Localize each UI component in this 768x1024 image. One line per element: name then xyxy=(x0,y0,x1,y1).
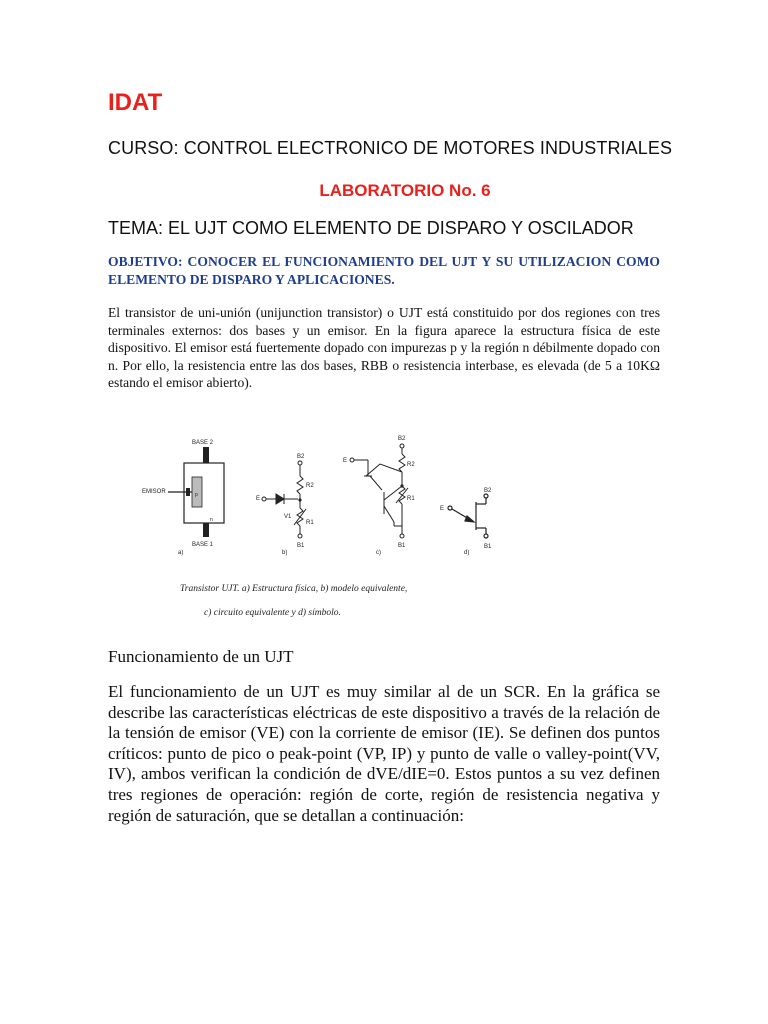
ujt-structure-diagram xyxy=(142,440,224,556)
section-paragraph: El funcionamiento de un UJT es muy similar al de un SCR. En la gráfica se describe las características eléctricas de este dispositivo a través de la relación de la tensión de emisor (VE) con la corriente de emisor (IE). Se definen dos puntos críticos: punto de pico o peak-point (VP, IP) y punto de valle o valley-point(VV, IV), ambos verifican la condición de dVE/dIE=0. Estos puntos a su vez definen tres regiones de operación: región de corte, región de resistencia negativa y región de saturación, que se detallan a continuación: xyxy=(108,682,660,825)
label-e-model: E xyxy=(256,496,261,502)
topic-title: TEMA: EL UJT COMO ELEMENTO DE DISPARO Y OSCILADOR xyxy=(108,218,634,238)
label-b1-model: B1 xyxy=(297,543,305,549)
section-heading: Funcionamiento de un UJT xyxy=(108,647,294,666)
ujt-figure xyxy=(140,430,500,570)
course-title: CURSO: CONTROL ELECTRONICO DE MOTORES INDUSTRIALES xyxy=(108,138,673,158)
figure-caption-line1: Transistor UJT. a) Estructura física, b) modelo equivalente, xyxy=(180,584,408,594)
label-r1-circuit: R1 xyxy=(407,496,415,502)
label-b2-model: B2 xyxy=(297,454,305,460)
figure-caption xyxy=(180,582,480,620)
ujt-symbol xyxy=(440,488,492,556)
intro-paragraph: El transistor de uni-unión (unijunction transistor) o UJT está constituido por dos regiones con tres terminales externos: dos bases y un emisor. En la figura aparece la estructura física de este dispositivo. El emisor está fuertemente dopado con impurezas p y la región n débilmente dopado con n. Por ello, la resistencia entre las dos bases, RBB o resistencia interbase, es elevada (de 5 a 10KΩ estando el emisor abierto). xyxy=(108,305,660,391)
label-d: d) xyxy=(464,550,470,556)
label-p: p xyxy=(195,492,198,498)
label-v1-model: V1 xyxy=(284,514,292,520)
label-e-circuit: E xyxy=(343,458,348,464)
ujt-equivalent-circuit xyxy=(343,436,415,556)
objective-text: OBJETIVO: CONOCER EL FUNCIONAMIENTO DEL UJT Y SU UTILIZACION COMO ELEMENTO DE DISPARO Y APLICACIONES. xyxy=(108,254,660,287)
label-e-symbol: E xyxy=(440,506,445,512)
lab-title: LABORATORIO No. 6 xyxy=(319,181,491,200)
label-base2: BASE 2 xyxy=(192,440,214,446)
label-b2-circuit: B2 xyxy=(398,436,406,442)
label-b1-circuit: B1 xyxy=(398,543,406,549)
label-b: b) xyxy=(282,550,288,556)
label-emisor: EMISOR xyxy=(142,489,166,495)
figure-caption-line2: c) circuito equivalente y d) símbolo. xyxy=(204,608,341,618)
label-n: n xyxy=(210,517,213,523)
org-title: IDAT xyxy=(108,89,163,116)
label-r1-model: R1 xyxy=(306,520,314,526)
label-c: c) xyxy=(376,550,381,556)
label-r2-circuit: R2 xyxy=(407,462,415,468)
label-b1-symbol: B1 xyxy=(484,544,492,550)
label-base1: BASE 1 xyxy=(192,542,214,548)
ujt-equivalent-model xyxy=(256,454,314,556)
label-b2-symbol: B2 xyxy=(484,488,492,494)
label-r2-model: R2 xyxy=(306,483,314,489)
label-a: a) xyxy=(178,550,184,556)
